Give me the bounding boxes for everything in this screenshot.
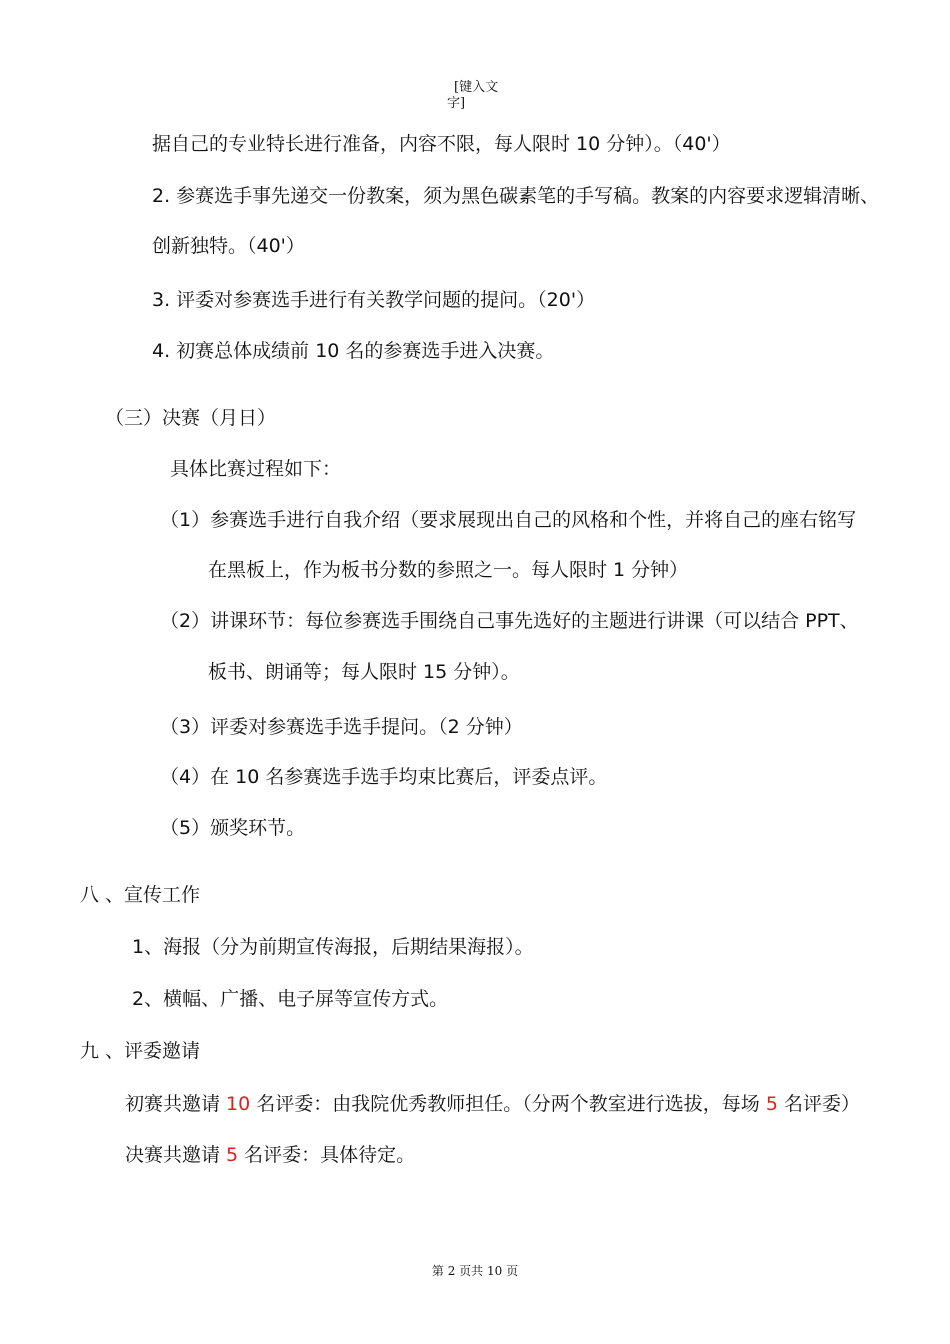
section-heading: 九 、评委邀请 — [80, 1040, 201, 1062]
judges-prelim-count: 10 — [226, 1093, 251, 1115]
text-line: 据自己的专业特长进行准备，内容不限，每人限时 10 分钟）。（40'） — [152, 133, 731, 155]
list-item: 1、海报（分为前期宣传海报，后期结果海报）。 — [132, 936, 534, 958]
text-line: 2. 参赛选手事先递交一份教案，须为黑色碳素笔的手写稿。教案的内容要求逻辑清晰、 — [152, 185, 880, 207]
text-line: 4. 初赛总体成绩前 10 名的参赛选手进入决赛。 — [152, 340, 555, 362]
list-item-continuation: 板书、朗诵等；每人限时 15 分钟）。 — [208, 661, 520, 683]
judges-final-text-a: 决赛共邀请 — [125, 1144, 227, 1166]
text-line: 3. 评委对参赛选手进行有关教学问题的提问。（20'） — [152, 289, 596, 311]
list-item: （4）在 10 名参赛选手选手均束比赛后，评委点评。 — [160, 766, 608, 788]
list-item: （2）讲课环节：每位参赛选手围绕自己事先选好的主题进行讲课（可以结合 PPT、 — [160, 610, 859, 632]
judges-prelim-text-b: 名评委：由我院优秀教师担任。（分两个教室进行选拔，每场 — [250, 1093, 766, 1115]
judges-final-line — [125, 1142, 415, 1168]
judges-prelim-text-a: 初赛共邀请 — [125, 1093, 227, 1115]
judges-final-text-b: 名评委：具体待定。 — [238, 1144, 416, 1166]
list-item: （5）颁奖环节。 — [160, 817, 306, 839]
list-item: 2、横幅、广播、电子屏等宣传方式。 — [132, 988, 449, 1010]
judges-final-count: 5 — [226, 1144, 239, 1166]
list-item-continuation: 在黑板上，作为板书分数的参照之一。每人限时 1 分钟） — [208, 559, 689, 581]
list-item: （3）评委对参赛选手选手提问。（2 分钟） — [160, 716, 523, 738]
text-line: 创新独特。（40'） — [152, 235, 305, 257]
text-line: 具体比赛过程如下： — [170, 458, 342, 480]
header-line-1: [键入文 — [454, 80, 499, 95]
header-line-2: 字] — [447, 96, 466, 111]
section-heading: （三）决赛（月日） — [105, 407, 277, 429]
page-footer: 第 2 页共 10 页 — [431, 1264, 519, 1278]
judges-per-room-count: 5 — [765, 1093, 778, 1115]
judges-prelim-text-c: 名评委） — [777, 1093, 860, 1115]
judges-prelim-line — [125, 1091, 860, 1117]
section-heading: 八 、宣传工作 — [80, 884, 201, 906]
list-item: （1）参赛选手进行自我介绍（要求展现出自己的风格和个性，并将自己的座右铭写 — [160, 509, 857, 531]
page-header — [447, 80, 498, 112]
